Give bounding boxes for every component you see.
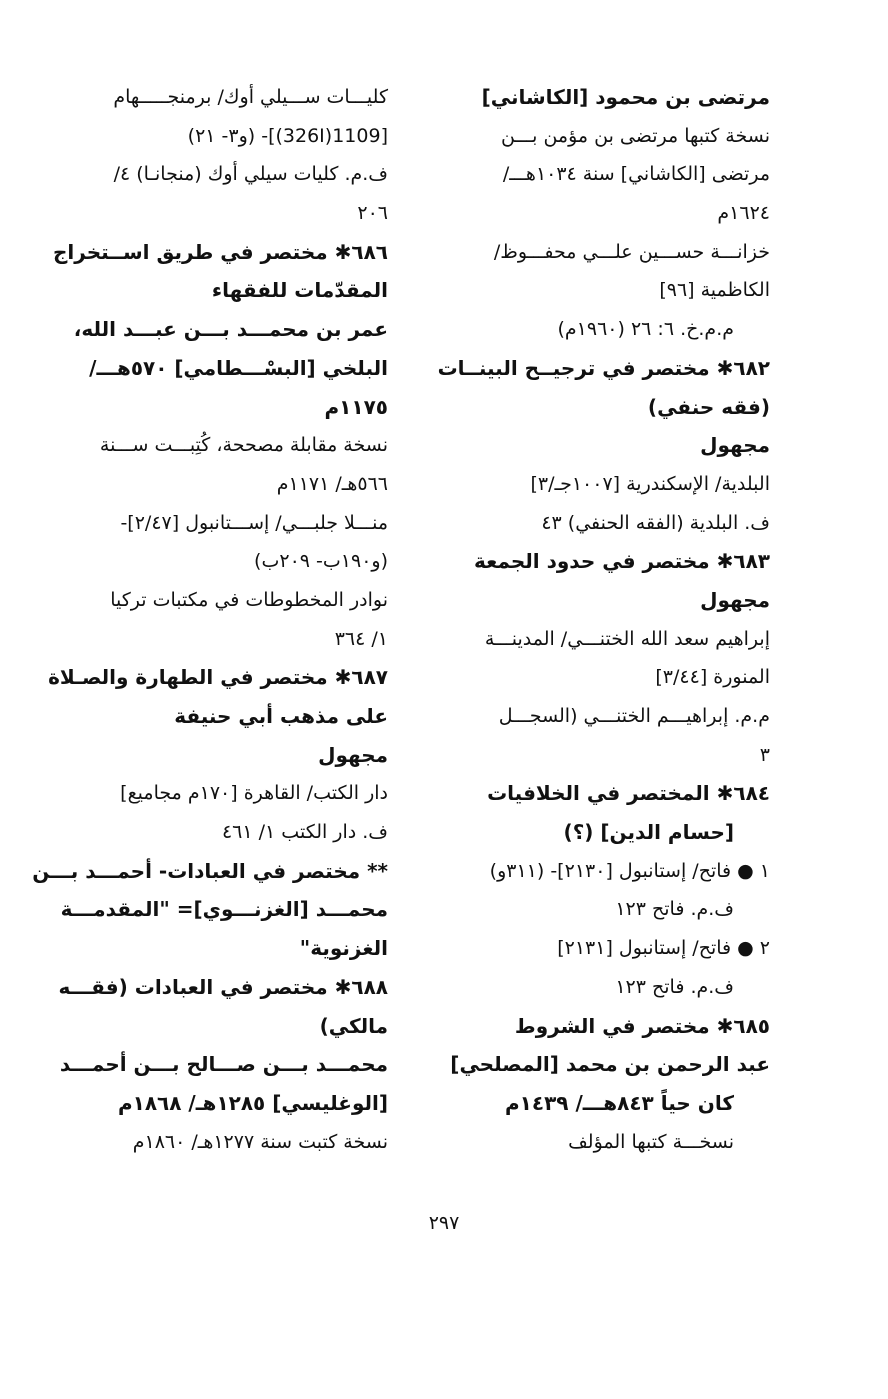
entry-heading-line: ٦٨٨✱ مختصر في العبادات (فقـــه (58, 974, 388, 999)
entry-heading-line: عبد الرحمن بن محمد [المصلحي] (450, 1052, 770, 1077)
entry-heading-line: (فقه حنفي) (647, 394, 770, 419)
entry-text-line: ٣ (759, 743, 770, 766)
entry-heading-line: ٦٨٦✱ مختصر في طريق اســتخراج (53, 239, 388, 264)
entry-heading-line: المقدّمات للفقهاء (211, 278, 388, 303)
entry-text-line: دار الكتب/ القاهرة [١٧٠م مجاميع] (120, 782, 388, 805)
entry-text-line: نوادر المخطوطات في مكتبات تركيا (110, 588, 388, 611)
page-number: ٢٩٧ (428, 1212, 460, 1234)
entry-heading-line: مجهول (700, 433, 770, 458)
entry-text-line: ف. دار الكتب ١/ ٤٦١ (221, 821, 388, 844)
entry-text-line: الكاظمية [٩٦] (659, 279, 770, 302)
entry-heading-line: ٦٨٥✱ مختصر في الشروط (514, 1013, 770, 1038)
entry-heading-line: محمـــد بـــن صـــالح بـــن أحمـــد (59, 1052, 388, 1077)
entry-heading-line: ٦٨٣✱ مختصر في حدود الجمعة (474, 549, 770, 574)
entry-text-line: ف. البلدية (الفقه الحنفي) ٤٣ (541, 511, 770, 534)
entry-heading-line: ٦٨٢✱ مختصر في ترجيــح البينــات (437, 355, 770, 380)
entry-heading-line: محمـــد [الغزنـــوي]= "المقدمـــة (60, 897, 388, 922)
entry-text-line: خزانـــة حســـين علـــي محفـــوظ/ (493, 240, 770, 263)
entry-heading-line: ١١٧٥م (324, 394, 388, 419)
entry-heading-line: مرتضى بن محمود [الكاشاني] (481, 85, 770, 109)
entry-text-line: م.م.خ. ٦: ٢٦ (١٩٦٠م) (557, 318, 734, 341)
entry-text-line: ٢٠٦ (357, 202, 388, 225)
entry-text-line: م.م. إبراهيـــم الختنـــي (السجـــل (498, 705, 770, 727)
entry-heading-line: مالكي) (319, 1013, 388, 1038)
entry-heading-line: ٦٨٤✱ المختصر في الخلافيات (487, 781, 770, 806)
entry-text-line: ١/ ٣٦٤ (334, 627, 388, 650)
entry-text-line: نسخة مقابلة مصححة، كُتِبـــت ســـنة (99, 434, 388, 457)
entry-text-line: منـــلا جلبـــي/ إســـتانبول [٢/٤٧]- (120, 511, 388, 534)
entry-text-line: البلدية/ الإسكندرية [١٠٠٧جـ/٣] (530, 472, 770, 495)
entry-text-line: نسخـــة كتبها المؤلف (568, 1130, 734, 1153)
entry-text-line: مرتضى [الكاشاني] سنة ١٠٣٤هـــ/ (502, 163, 770, 186)
entry-heading-line: كان حياً ٨٤٣هـــ/ ١٤٣٩م (504, 1090, 734, 1115)
entry-heading-line: مجهول (318, 742, 388, 767)
entry-heading-line: الغزنوية" (299, 936, 388, 961)
entry-text-line: ف.م. فاتح ١٢٣ (615, 898, 734, 921)
entry-text-line: كليـــات ســـيلي أوك/ برمنجـــــهام (113, 86, 388, 108)
right-column (437, 78, 770, 1161)
entry-text-line: ف.م. فاتح ١٢٣ (615, 975, 734, 998)
entry-heading-line: عمر بن محمـــد بـــن عبـــد الله، (73, 317, 388, 342)
entry-text-line: ٥٦٦هـ/ ١١٧١م (276, 472, 388, 495)
entry-heading-line: مجهول (700, 587, 770, 612)
entry-text-line: (و١٩٠ب- ٢٠٩ب) (254, 550, 388, 573)
entry-text-line: المنورة [٣/٤٤] (655, 666, 770, 689)
entry-text-line: ٢ ● فاتح/ إستانبول [٢١٣١] (557, 937, 770, 960)
entry-text-line: ١ ● فاتح/ إستانبول [٢١٣٠]- (٣١١و) (489, 859, 770, 882)
entry-text-line: نسخة كتبها مرتضى بن مؤمن بـــن (500, 124, 770, 147)
entry-text-line: نسخة كتبت سنة ١٢٧٧هـ/ ١٨٦٠م (132, 1130, 388, 1153)
entry-heading-line: [الوغليسي] ١٢٨٥هـ/ ١٨٦٨م (117, 1090, 388, 1115)
left-column (32, 78, 388, 1161)
entry-heading-line: البلخي [البسْـــطامي] ٥٧٠هـــ/ (89, 355, 388, 380)
entry-text-line: [1109(326I)]- (و٣- ٢١) (187, 124, 388, 147)
entry-text-line: ١٦٢٤م (717, 202, 770, 225)
entry-heading-line: ٦٨٧✱ مختصر في الطهارة والصـلاة (48, 665, 388, 690)
entry-heading-line: [حسام الدين] (؟) (563, 820, 734, 845)
entry-text-line: إبراهيم سعد الله الختنـــي/ المدينـــة (484, 627, 770, 650)
entry-heading-line: على مذهب أبي حنيفة (174, 704, 388, 728)
entry-heading-line: ** مختصر في العبادات- أحمـــد بـــن (32, 858, 388, 883)
entry-text-line: ف.م. كليات سيلي أوك (منجانـا) ٤/ (113, 163, 388, 186)
